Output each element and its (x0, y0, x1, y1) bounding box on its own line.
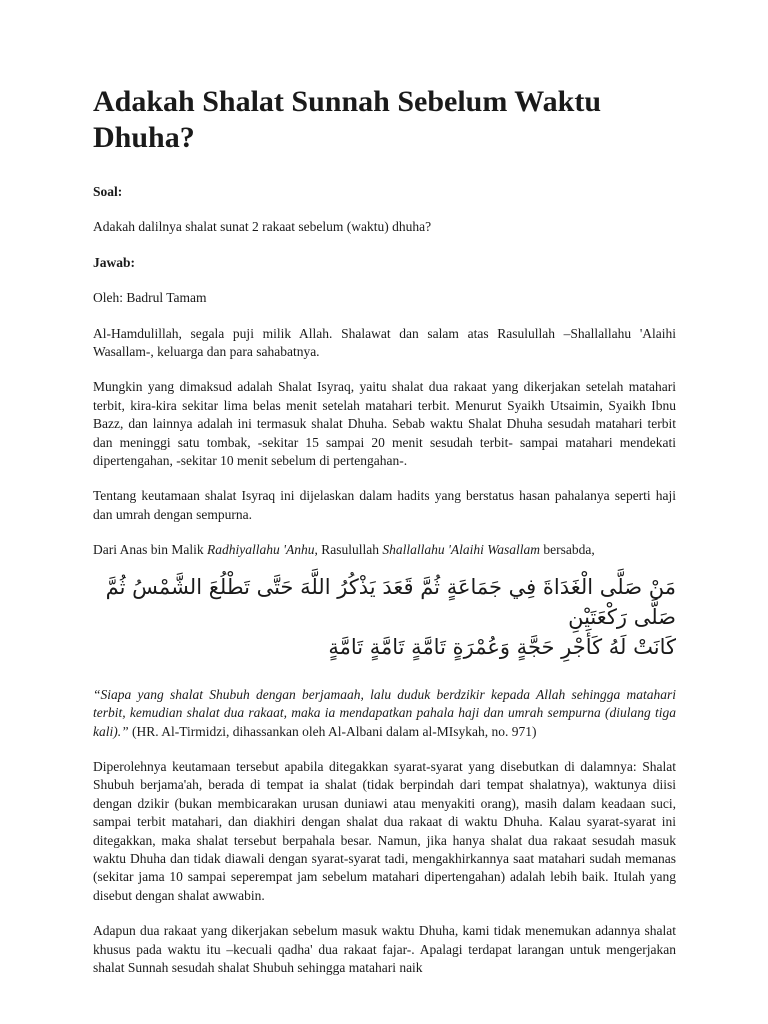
paragraph-dua-rakaat: Adapun dua rakaat yang dikerjakan sebelum masuk waktu Dhuha, kami tidak menemukan adannya shalat khusus pada waktu itu –kecuali qadha' dua rakaat fajar-. Apalagi terdapat larangan untuk mengerjakan shalat Sunnah sesudah shalat Shubuh sehingga matahari naik (93, 923, 676, 975)
hadith-intro-text-2: , Rasulullah (314, 542, 383, 558)
translation-source: (HR. Al-Tirmidzi, dihassankan oleh Al-Albani dalam al-MIsykah, no. 971) (128, 723, 537, 739)
hadith-translation (93, 686, 676, 741)
soal-label: Soal: (93, 184, 123, 199)
paragraph-syarat: Diperolehnya keutamaan tersebut apabila ditegakkan syarat-syarat yang disebutkan di dalamnya: Shalat Shubuh berjama'ah, berada di tempat ia shalat (tidak berpindah dari tempat shalatnya), waktunya diisi dengan dzikir (bukan membicarakan urusan duniawi atau menyakiti orang), masih dalam keadaan suci, sampai terbit matahari, dan diakhiri dengan shalat dua rakaat di waktu Dhuha. Kalau syarat-syarat ini ditegakkan, maka shalat tersebut berpahala besar. Namun, jika hanya shalat dua rakaat sesudah masuk waktu Dhuha dan tidak diawali dengan syarat-syarat tadi, mengakhirkannya saat matahari sudah memanas (sekitar jama 10 sampai seperempat jam sebelum matahari dipertengahan) adalah lebih baik. Itulah yang disebut dengan shalat awwabin. (93, 758, 676, 903)
author-line: Oleh: Badrul Tamam (93, 290, 207, 306)
translation-italic: “Siapa yang shalat Shubuh dengan berjamaah, lalu duduk berdzikir kepada Allah sehingga matahari terbit, kemudian shalat dua rakaat, maka ia mendapatkan pahala haji dan umrah sempurna (diulang tiga kali).” (93, 686, 676, 739)
article-body (93, 84, 676, 994)
arabic-hadith (93, 572, 676, 662)
hadith-intro-italic-2: Shallallahu 'Alaihi Wasallam (382, 542, 541, 558)
jawab-label: Jawab: (93, 254, 136, 270)
arabic-line-1: مَنْ صَلَّى الْغَدَاةَ فِي جَمَاعَةٍ ثُمَّ قَعَدَ يَذْكُرُ اللَّهَ حَتَّى تَطْلُعَ الشَّمْسُ ثُمَّ صَلَّى رَكْعَتَيْنِ (105, 574, 676, 629)
paragraph-keutamaan: Tentang keutamaan shalat Isyraq ini dijelaskan dalam hadits yang berstatus hasan pahalanya seperti haji dan umrah dengan sempurna. (93, 488, 676, 522)
page-title: Adakah Shalat Sunnah Sebelum Waktu Dhuha? (93, 85, 602, 154)
hadith-intro-italic-1: Radhiyallahu 'Anhu (207, 542, 315, 558)
paragraph-opening: Al-Hamdulillah, segala puji milik Allah. Shalawat dan salam atas Rasulullah –Shallallahu 'Alaihi Wasallam-, keluarga dan para sahabatnya. (93, 325, 676, 360)
arabic-line-2: كَانَتْ لَهُ كَأَجْرِ حَجَّةٍ وَعُمْرَةٍ تَامَّةٍ تَامَّةٍ تَامَّةٍ (328, 634, 676, 659)
hadith-intro-text-1: Dari Anas bin Malik (93, 542, 207, 558)
question-text: Adakah dalilnya shalat sunat 2 rakaat sebelum (waktu) dhuha? (93, 219, 432, 235)
hadith-intro-text-3: bersabda, (540, 542, 595, 558)
paragraph-isyraq: Mungkin yang dimaksud adalah Shalat Isyraq, yaitu shalat dua rakaat yang dikerjakan setelah matahari terbit, kira-kira sekitar lima belas menit setelah matahari terbit. Menurut Syaikh Utsaimin, Syaikh Ibnu Bazz, dan lainnya adalah ini termasuk shalat Dhuha. Sebab waktu Shalat Dhuha sesudah matahari terbit dan meninggi satu tombak, -sekitar 15 sampai 20 menit sesudah terbit- sampai matahari mendekati dipertengahan, -sekitar 10 menit sebelum di pertengahan-. (93, 379, 676, 469)
paragraph-hadith-intro (93, 541, 676, 559)
